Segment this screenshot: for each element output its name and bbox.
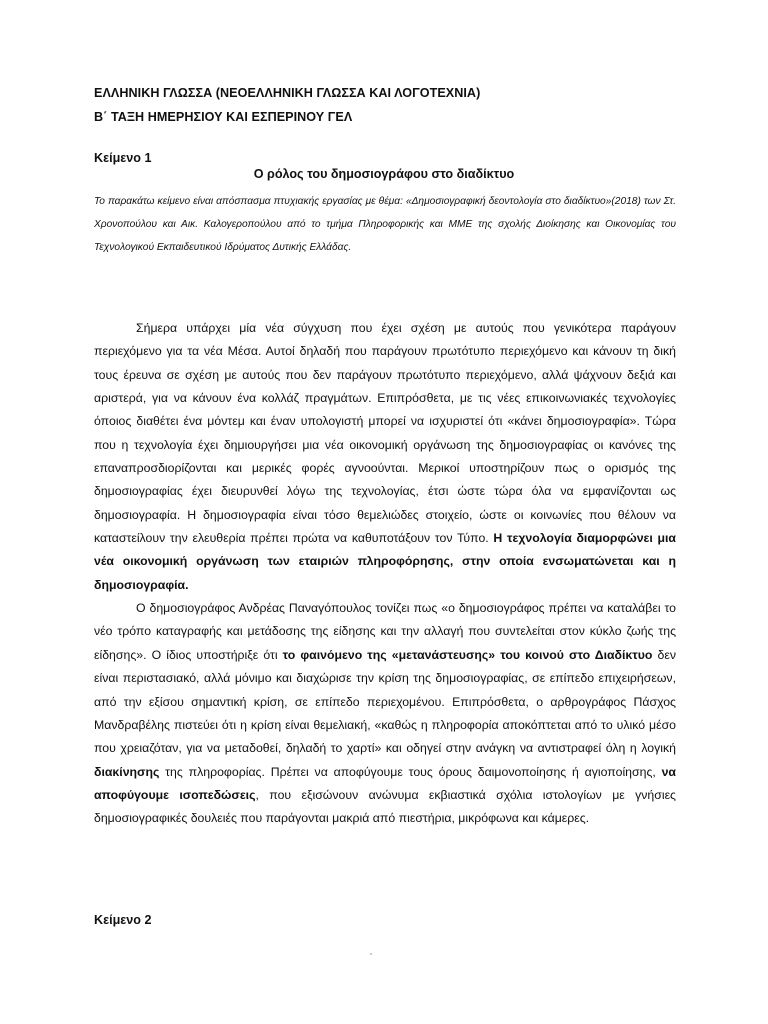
paragraph-2-bold-b: διακίνησης: [94, 764, 160, 779]
paragraph-2-bold-c: να αποφύγουμε ισοπεδώσεις: [94, 764, 676, 802]
text-1-intro: Το παρακάτω κείμενο είναι απόσπασμα πτυχιακής εργασίας με θέμα: «Δημοσιογραφική δεοντολογία στο διαδίκτυο»(2018) των Στ. Χρονοπούλου και Αικ. Καλογεροπούλου από το τμήμα Πληροφορικής και ΜΜΕ της σχολής Διοίκησης και Οικονομίας του Τεχνολογικού Εκπαιδευτικού Ιδρύματος Δυτικής Ελλάδας.: [94, 196, 676, 253]
scan-speck: [370, 953, 372, 955]
paragraph-1: [94, 317, 676, 597]
text-1-label: Κείμενο 1: [94, 151, 152, 165]
class-heading: Β΄ ΤΑΞΗ ΗΜΕΡΗΣΙΟΥ ΚΑΙ ΕΣΠΕΡΙΝΟΥ ΓΕΛ: [94, 110, 353, 124]
subject-heading: ΕΛΛΗΝΙΚΗ ΓΛΩΣΣΑ (ΝΕΟΕΛΛΗΝΙΚΗ ΓΛΩΣΣΑ ΚΑΙ ΛΟΓΟΤΕΧΝΙΑ): [94, 86, 481, 100]
text-1-title: Ο ρόλος του δημοσιογράφου στο διαδίκτυο: [253, 167, 515, 181]
paragraph-2-bold-a: το φαινόμενο της «μετανάστευσης» του κοινού στο Διαδίκτυο: [282, 647, 653, 662]
paragraph-2-text-d: , που εξισώνουν ανώνυμα εκβιαστικά σχόλια ιστολογίων με γνήσιες δημοσιογραφικές δουλειές που παράγονται μακριά από πιεστήρια, μικρόφωνα και κάμερες.: [94, 787, 676, 826]
paragraph-2-text-b: δεν είναι περιστασιακό, αλλά μόνιμο και διαχώρισε την κρίση της δημοσιογραφίας, σε επίπεδο επιχειρήσεων, από την εξίσου σημαντική κρίση, σε επίπεδο περιεχομένου. Επιπρόσθετα, ο αρθρογράφος Πάσχος Μανδραβέλης πιστεύει ότι η κρίση είναι θεμελιακή, «καθώς η πληροφορία αποκόπτεται από το υλικό μέσο που χρειαζόταν, για να μεταδοθεί, δηλαδή το χαρτί» και οδηγεί στην ανάγκη να αντιστραφεί όλη η λογική: [94, 647, 676, 756]
text-1-body: [94, 317, 676, 831]
text-2-label: Κείμενο 2: [94, 913, 152, 927]
paragraph-2-text-a: Ο δημοσιογράφος Ανδρέας Παναγόπουλος τονίζει πως «ο δημοσιογράφος πρέπει να καταλάβει το νέο τρόπο καταγραφής και μετάδοσης της είδησης και την αλλαγή που συντελείται στον κύκλο ζωής της είδησης». Ο ίδιος υποστήριξε ότι: [94, 601, 676, 662]
paragraph-1-bold: Η τεχνολογία διαμορφώνει μια νέα οικονομική οργάνωση των εταιριών πληροφόρησης, στην οποία ενσωματώνεται και η δημοσιογραφία.: [94, 531, 676, 592]
paragraph-2: [94, 597, 676, 830]
paragraph-1-text: Σήμερα υπάρχει μία νέα σύγχυση που έχει σχέση με αυτούς που γενικότερα παράγουν περιεχόμενο για τα νέα Μέσα. Αυτοί δηλαδή που παράγουν πρωτότυπο περιεχόμενο και κάνουν τη δική τους έρευνα σε σχέση με αυτούς που δεν παράγουν πρωτότυπο περιεχόμενο, αλλά ψάχνουν δεξιά και αριστερά, για να κάνουν ένα κολλάζ πραγμάτων. Επιπρόσθετα, με τις νέες επικοινωνιακές τεχνολογίες όποιος διαθέτει ένα μόντεμ και έναν υπολογιστή μπορεί να ισχυριστεί ότι «κάνει δημοσιογραφία». Τώρα που η τεχνολογία έχει δημιουργήσει μια νέα οικονομική οργάνωση της δημοσιογραφίας οι κανόνες της επαναπροσδιορίζονται και μερικές φορές αγνοούνται. Μερικοί υποστηρίζουν πως ο ορισμός της δημοσιογραφίας έχει διευρυνθεί λόγω της τεχνολογίας, έτσι ώστε τώρα όλα να εμφανίζονται ως δημοσιογραφία. Η δημοσιογραφία είναι τόσο θεμελιώδες στοιχείο, ώστε οι κοινωνίες που θέλουν να καταστείλουν την ελευθερία πρέπει πρώτα να καθυποτάξουν τον Τύπο.: [94, 321, 676, 546]
paragraph-2-text-c: της πληροφορίας. Πρέπει να αποφύγουμε τους όρους δαιμονοποίησης ή αγιοποίησης,: [159, 764, 662, 779]
